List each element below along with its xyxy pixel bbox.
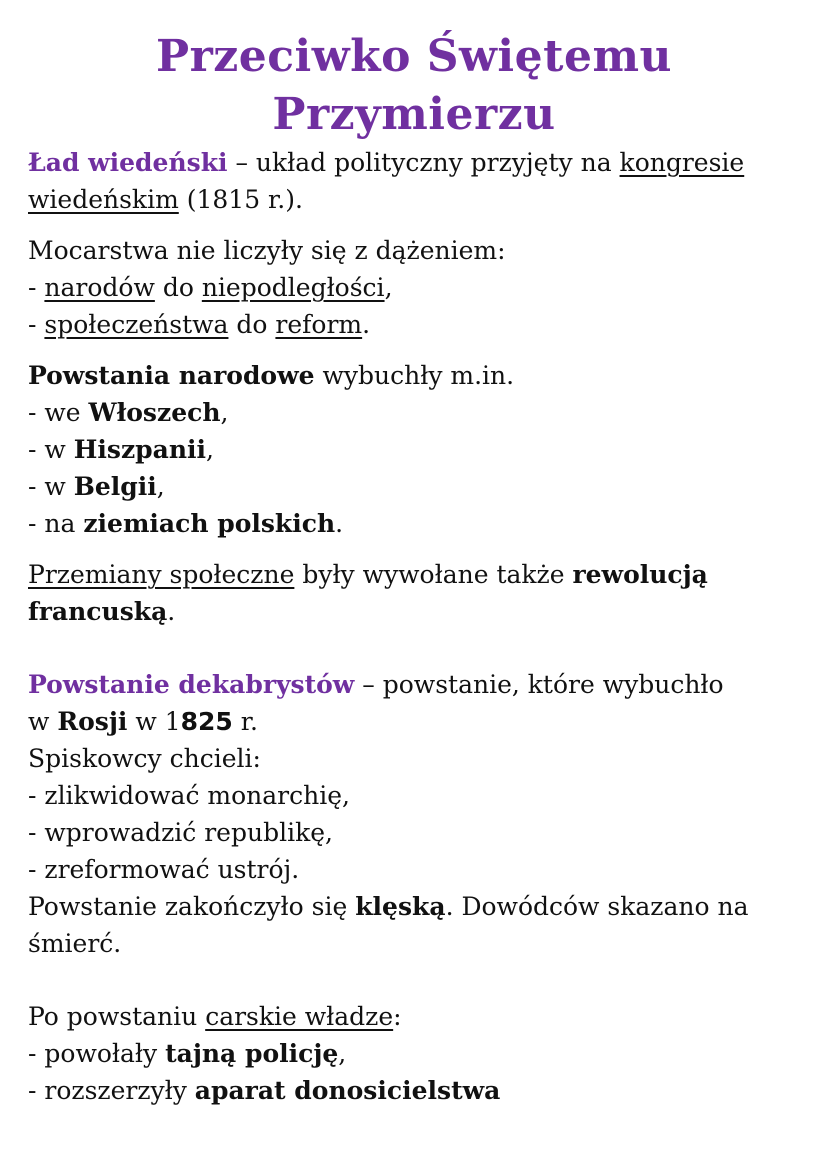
list-item: - wprowadzić republikę, bbox=[28, 818, 333, 847]
title-line-1: Przeciwko Świętemu bbox=[155, 31, 672, 82]
mocarstwa-section bbox=[28, 232, 800, 343]
page-title bbox=[28, 28, 800, 144]
dekabrysci-section: Powstanie dekabrystów – powstanie, które wybuchło w Rosji w 1825 r. Spiskowcy chcieli: - zlikwidować monarchię, - wprowadzić republikę, - zreformować ustrój. Powstanie zakończyło się klęską. Dowódców skazano na śmierć. bbox=[28, 666, 800, 962]
list-item: - w Hiszpanii, bbox=[28, 435, 214, 464]
list-item: - zlikwidować monarchię, bbox=[28, 781, 350, 810]
lad-term: Ład wiedeński bbox=[28, 148, 228, 177]
list-item: - społeczeństwa do reform. bbox=[28, 310, 371, 339]
przemiany-term: Przemiany społeczne bbox=[28, 560, 295, 589]
list-item: - w Belgii, bbox=[28, 472, 165, 501]
lad-link-kongresie: kongresie bbox=[619, 148, 745, 177]
powstania-lead: Powstania narodowe bbox=[28, 361, 315, 390]
lad-def-a: – układ polityczny przyjęty na bbox=[227, 148, 620, 177]
lad-def-b: (1815 r.). bbox=[178, 185, 303, 214]
carskie-wladze: carskie władze bbox=[205, 1002, 394, 1031]
mocarstwa-intro: Mocarstwa nie liczyły się z dążeniem: bbox=[28, 236, 506, 265]
lad-definition bbox=[28, 144, 800, 218]
dekabrysci-term: Powstanie dekabrystów bbox=[28, 670, 355, 699]
lad-link-wiedenskim: wiedeńskim bbox=[28, 185, 179, 214]
list-item: - na ziemiach polskich. bbox=[28, 509, 344, 538]
przemiany-section: Przemiany społeczne były wywołane także rewolucją francuską. bbox=[28, 560, 708, 626]
list-item: - we Włoszech, bbox=[28, 398, 229, 427]
list-item: - rozszerzyły aparat donosicielstwa bbox=[28, 1076, 501, 1105]
title-line-2: Przymierzu bbox=[272, 89, 556, 140]
spiskowcy-intro: Spiskowcy chcieli: bbox=[28, 744, 261, 773]
po-powstaniu-section: Po powstaniu carskie władze: - powołały tajną policję, - rozszerzyły aparat donosicielstwa bbox=[28, 998, 800, 1109]
list-item: - zreformować ustrój. bbox=[28, 855, 300, 884]
powstania-section: Powstania narodowe wybuchły m.in. - we Włoszech, - w Hiszpanii, - w Belgii, - na ziemiach polskich. bbox=[28, 357, 800, 542]
list-item: - powołały tajną policję, bbox=[28, 1039, 347, 1068]
list-item: - narodów do niepodległości, bbox=[28, 273, 393, 302]
